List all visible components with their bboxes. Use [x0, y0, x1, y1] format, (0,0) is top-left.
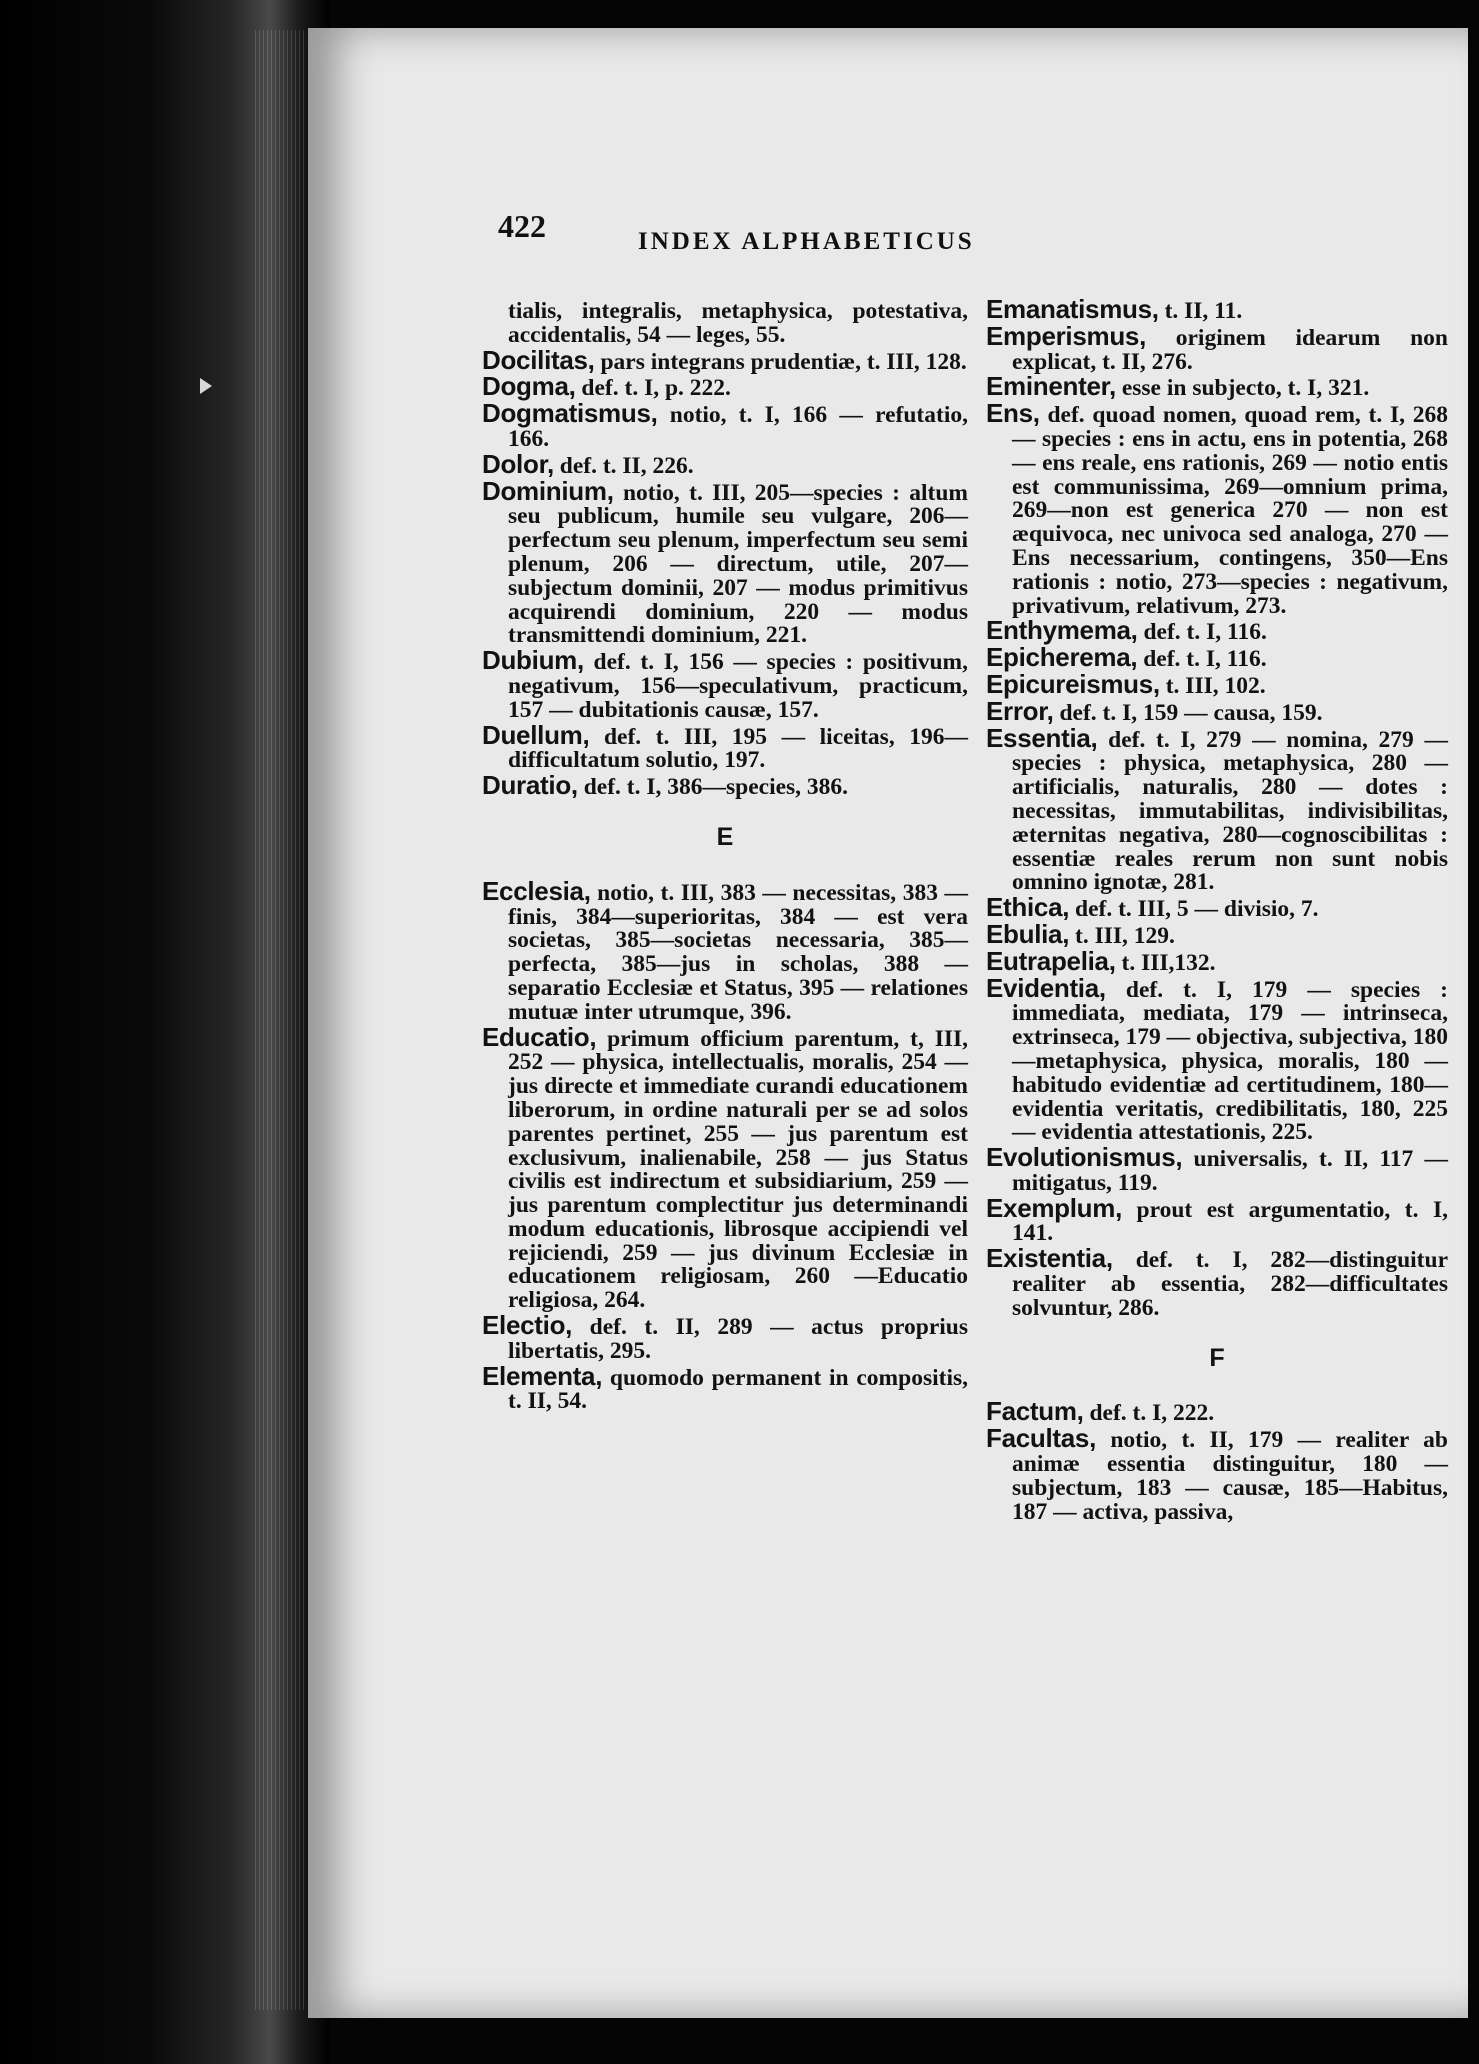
entries-e-continued — [986, 294, 1448, 1321]
entry-headword: Ebulia, — [986, 918, 1070, 949]
entry-headword: Epicherema, — [986, 642, 1138, 673]
page-edges — [255, 30, 305, 2010]
page-number: 422 — [498, 208, 546, 244]
entry-text: def. t. I, 116. — [1137, 619, 1267, 646]
index-entry — [482, 1021, 968, 1314]
entry-headword: Epicureismus, — [986, 668, 1160, 699]
entry-headword: Docilitas, — [482, 344, 595, 375]
entry-headword: Dubium, — [482, 645, 584, 676]
index-entry — [986, 1142, 1448, 1196]
entry-text: t. III, 102. — [1159, 672, 1266, 699]
entry-text: def. t. II, 226. — [553, 452, 694, 479]
entry-headword: Exemplum, — [986, 1192, 1123, 1223]
entry-text: t. II, 11. — [1158, 298, 1243, 324]
entries-e — [482, 875, 968, 1415]
index-entry — [482, 298, 968, 348]
index-entry — [986, 1243, 1448, 1321]
entry-headword: Dolor, — [482, 448, 554, 479]
entry-headword: Educatio, — [482, 1021, 597, 1052]
index-entry — [482, 398, 968, 452]
entry-text: t. III,132. — [1115, 949, 1216, 976]
entry-text: def. quoad nomen, quoad rem, t. I, 268 — species : ens in actu, ens in potentia, 268 — ens reale, ens rationis, 269 — notio entis est communissima, 269—omnium prima, 269—non est generica 270 — non est æquivoca, nec univoca sed analoga, 270 — Ens necessarium, contingens, 350—Ens rationis : notio, 273—species : negativum, privativum, relativum, 273. — [1012, 402, 1448, 619]
index-entry — [986, 1423, 1448, 1525]
right-column — [986, 294, 1448, 1525]
entry-headword: Essentia, — [986, 722, 1098, 753]
entry-headword: Ethica, — [986, 892, 1070, 923]
entry-text: tialis, integralis, metaphysica, potestativa, accidentalis, 54 — leges, 55. — [508, 298, 968, 348]
index-entry — [986, 371, 1448, 402]
entry-text: notio, t. III, 205—species : altum seu publicum, humile seu vulgare, 206—perfectum seu plenum, imperfectum seu semi plenum, 206 — directum, utile, 207—subjectum dominii, 207 — modus primitivus acquirendi dominium, 220 — modus transmittendi dominium, 221. — [508, 479, 968, 649]
index-entry — [482, 1360, 968, 1415]
entry-headword: Emperismus, — [986, 320, 1146, 351]
entry-text: prout est argumentatio, t. I, 141. — [1012, 1196, 1448, 1247]
entry-text: esse in subjecto, t. I, 321. — [1115, 375, 1370, 402]
index-entry — [986, 398, 1448, 619]
entry-text: def. t. I, p. 222. — [575, 375, 731, 402]
entry-headword: Duratio, — [482, 770, 578, 801]
entries-f — [986, 1396, 1448, 1525]
entry-text: primum officium parentum, t, III, 252 — physica, intellectualis, moralis, 254 — jus directe et immediate curandi educationem liberorum, in ordine naturali per se ad solos parentes pertinet, 255 — jus parentum est exclusivum, inalienabile, 258 — jus Status civilis est indirectum et subsidiarium, 259 — jus parentum complectitur jus determinandi modum educationis, librosque accipiendi vel rejiciendi, 259 — jus divinum Ecclesiæ in educationem religiosam, 260 —Educatio religiosa, 264. — [508, 1025, 968, 1314]
index-entry — [482, 645, 968, 723]
entry-headword: Evidentia, — [986, 972, 1106, 1003]
running-head: INDEX ALPHABETICUS — [638, 228, 975, 255]
index-entry — [986, 722, 1448, 896]
index-entry — [986, 1192, 1448, 1247]
entry-text: def. t. I, 116. — [1137, 646, 1267, 673]
entry-text: pars integrans prudentiæ, t. III, 128. — [594, 348, 967, 375]
entry-text: notio, t. II, 179 — realiter ab animæ essentia distinguitur, 180 — subjectum, 183 — causæ, 185—Habitus, 187 — activa, passiva, — [1012, 1427, 1448, 1525]
entry-headword: Dogmatismus, — [482, 398, 658, 429]
entry-text: quomodo permanent in compositis, t. II, 54. — [508, 1364, 968, 1415]
index-entry — [482, 875, 968, 1025]
index-entry — [482, 770, 968, 801]
index-entry — [482, 475, 968, 649]
entry-text: def. t. I, 179 — species : immediata, mediata, 179 — intrinseca, extrinseca, 179 — objectiva, subjectiva, 180—metaphysica, physica, moralis, 180 — habitudo evidentiæ ad certitudinem, 180—evidentia veritatis, credibilitatis, 180, 225 — evidentia attestationis, 225. — [1012, 976, 1448, 1146]
entry-headword: Elementa, — [482, 1360, 603, 1391]
entry-headword: Eutrapelia, — [986, 945, 1116, 976]
entry-headword: Electio, — [482, 1310, 573, 1341]
entry-text: def. t. I, 386—species, 386. — [577, 774, 849, 801]
entry-text: notio, t. III, 383 — necessitas, 383 — finis, 384—superioritas, 384 — est vera societas, 385—societas necessaria, 385—perfecta, 385—jus in scholas, 388 — separatio Ecclesiæ et Status, 395 — relationes mutuæ inter utrumque, 396. — [508, 879, 968, 1025]
index-entry — [986, 320, 1448, 375]
entry-text: def. t. I, 156 — species : positivum, negativum, 156—speculativum, practicum, 157 — dubitationis causæ, 157. — [508, 649, 968, 723]
entry-headword: Dogma, — [482, 371, 576, 402]
entry-text: notio, t. I, 166 — refutatio, 166. — [508, 402, 968, 452]
entry-headword: Error, — [986, 695, 1054, 726]
section-letter-f: F — [1209, 1343, 1225, 1372]
margin-arrow-icon — [200, 378, 212, 394]
entry-headword: Enthymema, — [986, 615, 1138, 646]
entry-headword: Ens, — [986, 398, 1040, 429]
entry-text: universalis, t. II, 117 — mitigatus, 119. — [1012, 1146, 1448, 1196]
index-entry — [986, 668, 1448, 699]
entry-text: originem idearum non explicat, t. II, 276. — [1012, 324, 1448, 375]
entry-headword: Factum, — [986, 1396, 1084, 1427]
index-entry — [986, 972, 1448, 1146]
entry-headword: Emanatismus, — [986, 294, 1159, 324]
entry-text: t. III, 129. — [1069, 922, 1175, 949]
entry-text: def. t. I, 159 — causa, 159. — [1053, 699, 1323, 726]
entry-text: def. t. III, 195 — liceitas, 196—difficultatum solutio, 197. — [508, 723, 968, 774]
entries-d — [482, 298, 968, 800]
entry-text: def. t. I, 282—distinguitur realiter ab essentia, 282—difficultates solvuntur, 286. — [1012, 1247, 1448, 1321]
entry-text: def. t. I, 222. — [1083, 1400, 1215, 1427]
entry-headword: Duellum, — [482, 719, 590, 750]
index-entry — [482, 719, 968, 774]
index-entry — [482, 1310, 968, 1364]
section-letter-e: E — [716, 822, 734, 851]
entry-headword: Dominium, — [482, 475, 614, 506]
entry-headword: Evolutionismus, — [986, 1142, 1183, 1173]
entry-headword: Eminenter, — [986, 371, 1116, 402]
entry-text: def. t. I, 279 — nomina, 279 — species : physica, metaphysica, 280 — artificialis, naturalis, 280 — dotes : necessitas, immutabilitas, indivisibilitas, æternitas negativa, 280—cognoscibilitas : essentiæ reales rerum non sunt nobis omnino ignotæ, 281. — [1012, 726, 1448, 896]
entry-text: def. t. III, 5 — divisio, 7. — [1069, 896, 1319, 923]
entry-headword: Existentia, — [986, 1243, 1113, 1274]
entry-headword: Facultas, — [986, 1423, 1097, 1454]
left-column — [482, 298, 968, 1415]
entry-text: def. t. II, 289 — actus proprius libertatis, 295. — [508, 1314, 968, 1364]
entry-headword: Ecclesia, — [482, 875, 591, 906]
